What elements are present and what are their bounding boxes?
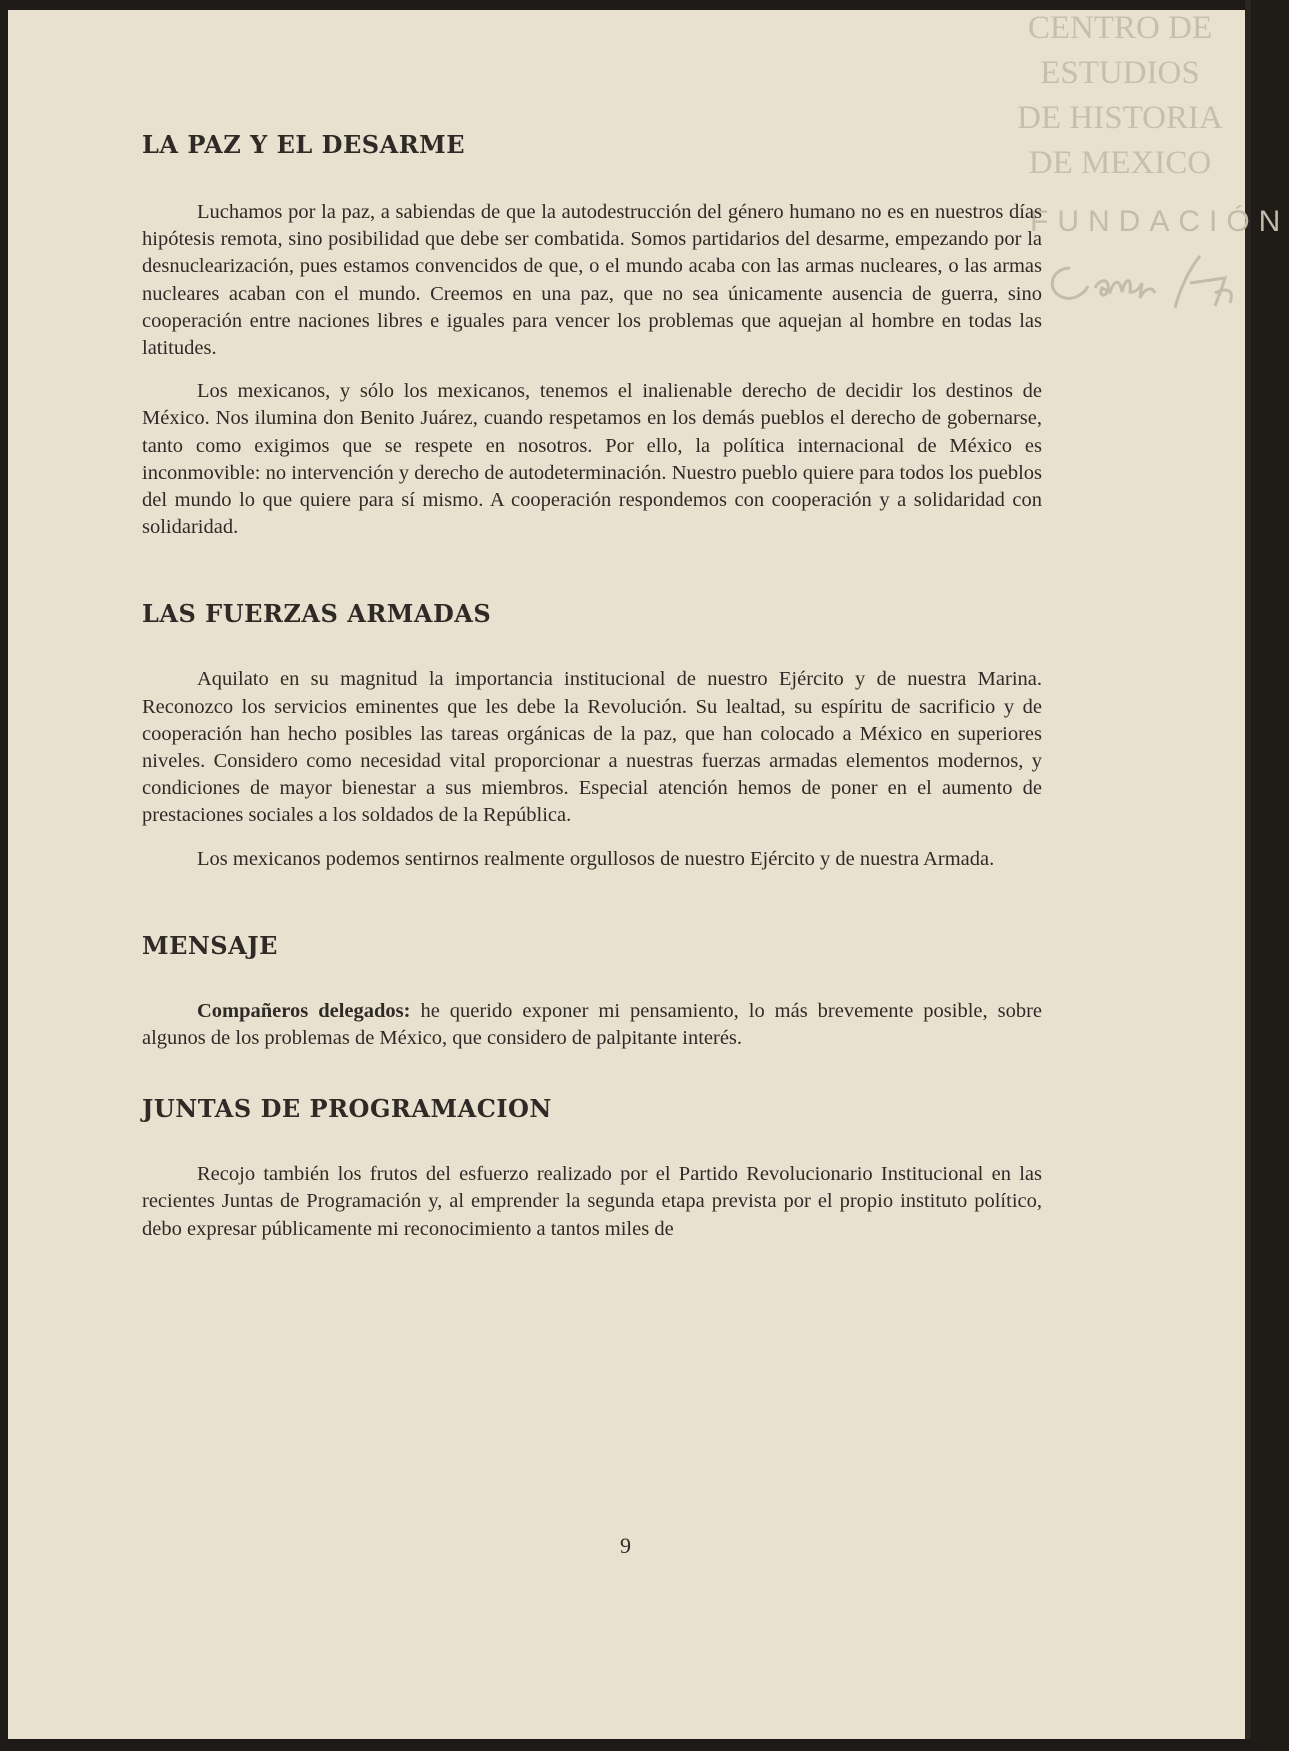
scan-bottom-border: [0, 1739, 1251, 1751]
paragraph: Los mexicanos, y sólo los mexicanos, tenemos el inalienable derecho de decidir los destinos de México. Nos ilumina don Benito Juárez, cuando respetamos en los demás pueblos el derecho de gobernarse, tanto como exigimos que se respete en nosotros. Por ello, la política internacional de México es inconmovible: no intervención y derecho de autodeterminación. Nuestro pueblo quiere para todos los pueblos del mundo lo que quiere para sí mismo. A cooperación respondemos con cooperación y a solidaridad con solidaridad.: [142, 380, 1042, 539]
paragraph: Recojo también los frutos del esfuerzo realizado por el Partido Revolucionario Institucional en las recientes Juntas de Programación y, al emprender la segunda etapa prevista por el propio instituto político, debo expresar públicamente mi reconocimiento a tantos miles de: [142, 1163, 1042, 1240]
section-heading: LA PAZ Y EL DESARME: [142, 130, 466, 159]
watermark-line: CENTRO DE: [1027, 10, 1213, 46]
watermark-line: ESTUDIOS: [1040, 55, 1200, 91]
watermark-signature-icon: [1040, 248, 1240, 318]
section-juntas-programacion: [142, 1094, 1042, 1243]
document-body: [142, 108, 1042, 1243]
paragraph: Luchamos por la paz, a sabiendas de que la autodestrucción del género humano no es en nuestros días hipótesis remota, sino posibilidad que debe ser combatida. Somos partidarios del desarme, empezando por la desnuclearización, pues estamos convencidos de que, o el mundo acaba con las armas nucleares, o las armas nucleares acaban con el mundo. Creemos en una paz, que no sea únicamente ausencia de guerra, sino cooperación entre naciones libres e iguales para vencer los problemas que aquejan al hombre en todas las latitudes.: [142, 201, 1042, 360]
paragraph-text: he querido exponer mi pensamiento, lo más brevemente posible, sobre algunos de los problemas de México, que considero de palpitante interés.: [142, 999, 1042, 1050]
paragraph: Los mexicanos podemos sentirnos realmente orgullosos de nuestro Ejército y de nuestra Armada.: [197, 847, 995, 870]
paragraph-lead: Compañeros delegados:: [197, 999, 411, 1022]
section-heading: MENSAJE: [142, 930, 278, 960]
watermark-fundacion: FUNDACIÓN: [1030, 205, 1289, 238]
watermark-line: DE HISTORIA: [1017, 100, 1223, 136]
section-heading: JUNTAS DE PROGRAMACION: [142, 1094, 552, 1124]
section-mensaje: [142, 931, 1042, 1052]
scan-right-border: [1245, 0, 1251, 1751]
section-paz-desarme: [142, 130, 1042, 541]
paragraph: [142, 998, 1042, 1052]
watermark-line: DE MEXICO: [1028, 145, 1212, 181]
section-heading: LAS FUERZAS ARMADAS: [142, 599, 492, 629]
page-number: 9: [620, 1533, 631, 1558]
section-fuerzas-armadas: [142, 599, 1042, 872]
paragraph: Aquilato en su magnitud la importancia institucional de nuestro Ejército y de nuestra Marina. Reconozco los servicios eminentes que les debe la Revolución. Su lealtad, su espíritu de sacrificio y de cooperación han hecho posibles las tareas orgánicas de la paz, que han colocado a México en superiores niveles. Considero como necesidad vital proporcionar a nuestras fuerzas armadas elementos modernos, y condiciones de mayor bienestar a sus miembros. Especial atención hemos de poner en el aumento de prestaciones sociales a los soldados de la República.: [142, 668, 1042, 827]
